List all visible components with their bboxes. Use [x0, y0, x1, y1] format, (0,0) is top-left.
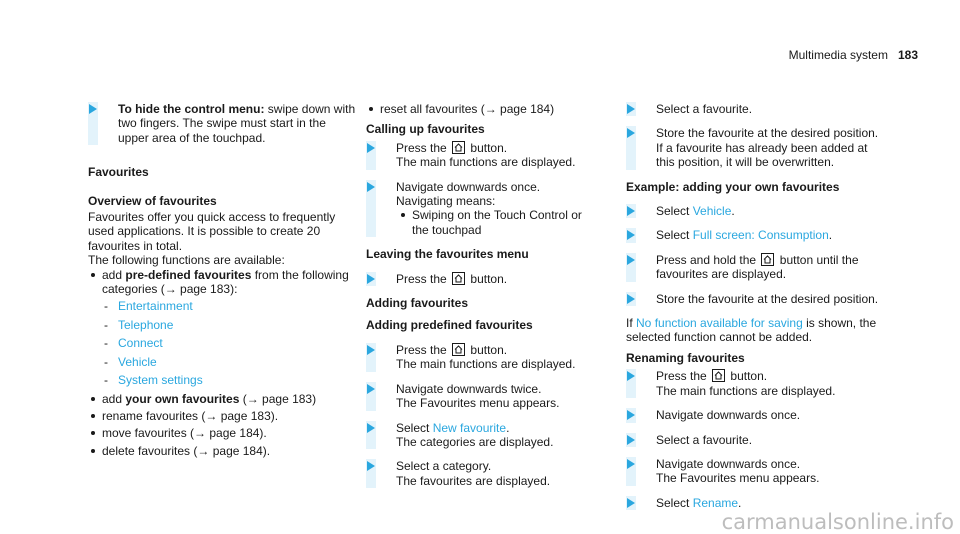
step-press-hold-home [626, 253, 886, 282]
step-select-favourite [626, 102, 886, 116]
text: Navigate downwards once. [656, 408, 801, 423]
text: Navigate downwards once. [396, 179, 541, 194]
text: The main functions are displayed. [396, 155, 576, 170]
step-arrow-icon [627, 230, 635, 240]
step-arrow-icon [627, 206, 635, 216]
step-arrow-icon [627, 435, 635, 445]
text-bold: your own favourites [125, 391, 240, 406]
page-number: 183 [897, 48, 918, 62]
step-press-home-4 [626, 369, 886, 398]
text: add [102, 391, 126, 406]
step-arrow-icon [627, 410, 635, 420]
step-select-rename [626, 496, 886, 510]
hide-text: swipe down with two fingers. The swipe must start in the upper area of the touchpad. [118, 102, 356, 145]
text: Select [656, 228, 693, 243]
leaving-title: Leaving the favourites menu [366, 247, 529, 262]
step-hide-control-menu [88, 102, 358, 145]
step-select-full-screen [626, 228, 886, 242]
link-new-favourite[interactable]: New favourite [432, 420, 507, 435]
bullet-add-own [88, 392, 358, 406]
step-arrow-icon [627, 459, 635, 469]
text-bold: pre-defined favourites [125, 267, 252, 282]
bullet-move: move favourites (→ page 184). [88, 426, 358, 440]
text: Navigating means: [396, 194, 496, 209]
text: is shown, the selected function cannot be added. [626, 316, 877, 345]
column-2 [366, 102, 596, 498]
text: Press the [396, 140, 447, 155]
page-header [789, 48, 918, 62]
step-press-home [366, 141, 596, 170]
text: The Favourites menu appears. [656, 471, 820, 486]
link-system-settings[interactable]: - System settings [88, 373, 358, 387]
adding-title: Adding favourites [366, 296, 469, 311]
step-navigate-once [366, 180, 596, 238]
text: Press the [396, 271, 447, 286]
text: The Favourites menu appears. [396, 396, 560, 411]
text: The main functions are displayed. [656, 383, 836, 398]
step-select-vehicle [626, 204, 886, 218]
text: Press the [656, 369, 707, 384]
section-favourites: Favourites [88, 165, 149, 180]
step-arrow-icon [367, 384, 375, 394]
step-arrow-icon [627, 294, 635, 304]
link-vehicle[interactable]: Vehicle [692, 204, 732, 219]
step-arrow-icon [627, 255, 635, 265]
text: from the following categories (→ page 183): [102, 267, 349, 297]
link-vehicle[interactable]: - Vehicle [88, 355, 358, 369]
text: If a favourite has already been added at this position, it will be overwritten. [656, 140, 868, 170]
step-arrow-icon [367, 274, 375, 284]
text: Navigate downwards once. [656, 456, 801, 471]
step-arrow-icon [627, 498, 635, 508]
text: Select [656, 204, 693, 219]
text: add [102, 267, 126, 282]
step-navigate-twice [366, 382, 596, 411]
step-select-category [366, 459, 596, 488]
link-telephone[interactable]: - Telephone [88, 318, 358, 332]
column-1 [88, 102, 358, 458]
overview-title: Overview of favourites [88, 193, 217, 208]
example-title: Example: adding your own favourites [626, 179, 840, 194]
text: Navigate downwards twice. [396, 381, 542, 396]
overview-text: Favourites offer you quick access to frequently used applications. It is possible to create 20 favourites in total. [88, 210, 336, 253]
home-icon [452, 141, 465, 154]
text: . [828, 228, 833, 243]
section-name: Multimedia system [788, 48, 888, 62]
text: The main functions are displayed. [396, 357, 576, 372]
link-entertainment[interactable]: - Entertainment [88, 299, 358, 313]
home-icon [452, 272, 465, 285]
no-function-message: No function available for saving [636, 316, 803, 331]
text: The favourites are displayed. [396, 473, 551, 488]
step-select-new-favourite [366, 421, 596, 450]
step-arrow-icon [367, 182, 375, 192]
watermark: carmanualsonline.info [721, 509, 954, 534]
text: Select a favourite. [656, 432, 753, 447]
text: The categories are displayed. [396, 434, 554, 449]
text: Select [656, 495, 693, 510]
link-connect[interactable]: - Connect [88, 336, 358, 350]
step-arrow-icon [89, 104, 97, 114]
column-3 [626, 102, 886, 520]
step-arrow-icon [627, 371, 635, 381]
step-arrow-icon [367, 423, 375, 433]
text: If [626, 316, 637, 331]
renaming-title: Renaming favourites [626, 350, 745, 365]
text: . [506, 420, 510, 435]
text: button. [470, 140, 508, 155]
no-function-note [626, 316, 886, 345]
step-arrow-icon [627, 128, 635, 138]
step-navigate-once-3 [626, 408, 886, 422]
text: Press the [396, 342, 447, 357]
bullet-reset: reset all favourites (→ page 184) [366, 102, 596, 116]
step-select-favourite-2 [626, 433, 886, 447]
text: . [738, 495, 742, 510]
text: Store the favourite at the desired position. [656, 291, 879, 306]
step-navigate-once-4 [626, 457, 886, 486]
home-icon [452, 343, 465, 356]
link-full-screen-consumption[interactable]: Full screen: Consumption [692, 228, 829, 243]
text: Select [396, 420, 433, 435]
text: Select a category. [396, 459, 492, 474]
step-arrow-icon [367, 345, 375, 355]
step-store-2 [626, 292, 886, 306]
bullet-rename: rename favourites (→ page 183). [88, 409, 358, 423]
bullet-swiping: Swiping on the Touch Control or the touchpad [398, 208, 596, 237]
text: button until the favourites are displayed. [656, 252, 859, 282]
adding-predef-title: Adding predefined favourites [366, 318, 533, 333]
step-arrow-icon [367, 461, 375, 471]
text: Store the favourite at the desired position. [656, 126, 879, 141]
home-icon [712, 369, 725, 382]
link-rename[interactable]: Rename [692, 495, 739, 510]
text: (→ page 183) [239, 391, 317, 406]
text: button. [470, 271, 508, 286]
text: Select a favourite. [656, 102, 753, 116]
step-press-home-3 [366, 343, 596, 372]
bullet-delete: delete favourites (→ page 184). [88, 444, 358, 458]
text: Press and hold the [656, 252, 757, 267]
step-arrow-icon [627, 104, 635, 114]
text: button. [730, 369, 768, 384]
step-store [626, 126, 886, 169]
text: button. [470, 342, 508, 357]
step-arrow-icon [367, 143, 375, 153]
text: . [731, 204, 735, 219]
step-press-home-2 [366, 272, 596, 286]
home-icon [761, 253, 774, 266]
bullet-add-predefined [88, 268, 358, 297]
hide-title: To hide the control menu: [118, 102, 265, 116]
functions-intro: The following functions are available: [88, 253, 285, 268]
calling-title: Calling up favourites [366, 122, 485, 137]
